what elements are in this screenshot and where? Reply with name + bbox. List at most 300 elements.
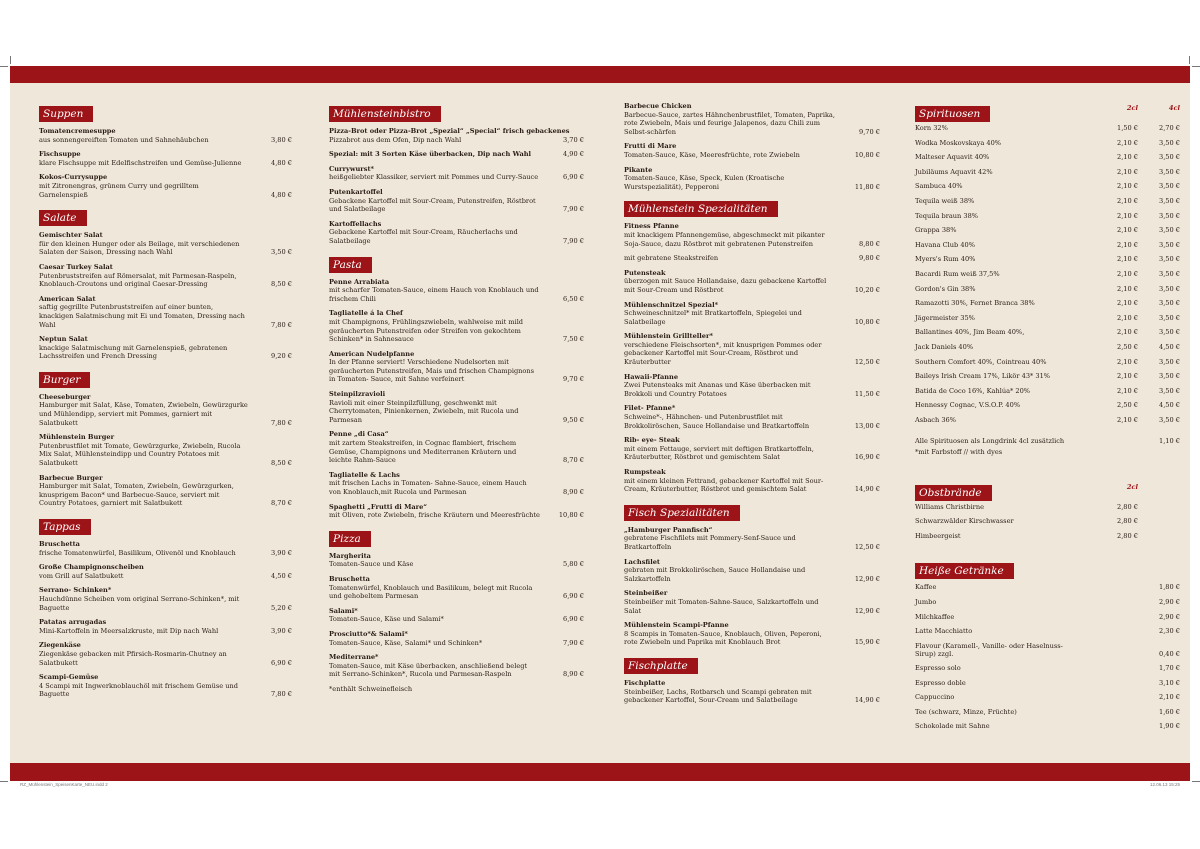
section-items: [329, 278, 584, 520]
item-description: Tomaten-Sauce und Käse: [329, 560, 414, 569]
drink-row: [915, 282, 1180, 297]
item-name: Serrano- Schinken*: [39, 586, 112, 595]
item-description: Pizzabrot aus dem Ofen, Dip nach Wahl: [329, 135, 462, 144]
item-price: 8,70 €: [271, 499, 292, 508]
menu-item: [39, 586, 292, 612]
crop-mark: [0, 781, 8, 782]
drink-name: Wodka Moskovskaya 40%: [915, 138, 1002, 147]
column-2: [329, 102, 584, 694]
item-description: Putenbruststreifen auf Römersalat, mit Parmesan-Raspeln, Knoblauch-Croutons und original Caesar-Dressing: [39, 271, 237, 289]
drink-price: 4,50 €: [1159, 342, 1180, 351]
drink-price: 2,90 €: [1159, 598, 1180, 607]
item-name: Spaghetti „Frutti di Mare“: [329, 502, 428, 511]
item-price: 7,90 €: [563, 638, 584, 647]
drink-row: [915, 369, 1180, 384]
item-name: Mühlenstein Scampi-Pfanne: [624, 621, 729, 630]
menu-item: [329, 607, 584, 624]
item-price: 13,00 €: [854, 421, 880, 430]
drink-row: [915, 340, 1180, 355]
drink-price: 3,50 €: [1159, 372, 1180, 381]
section-title: Obstbrände: [915, 485, 992, 501]
item-price: 7,80 €: [271, 320, 292, 329]
section-title: Salate: [39, 210, 87, 226]
item-name: Mühlenstein Grillteller*: [624, 332, 713, 341]
item-description: verschiedene Fleischsorten*, mit knusprigen Pommes oder gebackener Kartoffel mit Sour-Cream, Röstbrot und Kräuterbutter: [624, 340, 822, 367]
drink-name: Cappuccino: [915, 693, 955, 702]
drink-price: 2,10 €: [1117, 372, 1138, 381]
drink-price: 3,50 €: [1159, 415, 1180, 424]
drink-price: 3,50 €: [1159, 240, 1180, 249]
menu-item: [624, 142, 880, 159]
drink-price: 2,70 €: [1159, 124, 1180, 132]
drink-row: [915, 136, 1180, 151]
item-description: Ravioli mit einer Steinpilzfüllung, geschwenkt mit Cherrytomaten, Pinienkernen, Zwiebeln, mit Rucola und Parmesan: [329, 398, 519, 424]
item-description: klare Fischsuppe mit Edelfischstreifen und Gemüse-Julienne: [39, 158, 242, 167]
item-description: heißgeliebter Klassiker, serviert mit Pommes und Curry-Sauce: [329, 173, 539, 182]
item-price: 4,80 €: [271, 190, 292, 199]
menu-item: [329, 653, 584, 679]
item-description: Tomaten-Sauce, Käse, Speck, Kulen (Kroatische Wurstspezialität), Pepperoni: [624, 174, 785, 191]
drink-name: Korn 32%: [915, 124, 948, 132]
drink-name: Gordon's Gin 38%: [915, 284, 976, 293]
item-description: knackige Salatmischung mit Garnelenspieß, gebratenen Lachsstreifen und French Dressing: [39, 343, 228, 361]
item-name: Mühlenschnitzel Spezial*: [624, 300, 719, 309]
section-title: Fisch Spezialitäten: [624, 505, 740, 521]
item-description: Schweine*-, Hähnchen- und Putenbrustfilet mit Brokkoliröschen, Sauce Hollandaise und Bratkartoffeln: [624, 413, 810, 430]
drink-price: 2,10 €: [1117, 313, 1138, 322]
drink-name: Bacardi Rum weiß 37,5%: [915, 269, 1000, 278]
item-name: Barbecue Chicken: [624, 102, 692, 110]
item-price: 8,50 €: [271, 459, 292, 468]
item-description: mit frischen Lachs in Tomaten- Sahne-Sauce, einem Hauch von Knoblauch,mit Rucola und Parmesan: [329, 479, 527, 496]
item-name: Pizza-Brot oder Pizza-Brot „Spezial“ „Special“ frisch gebackenes: [329, 127, 570, 135]
menu-item: [39, 263, 292, 289]
item-price: 3,90 €: [271, 548, 292, 557]
drink-price: 2,80 €: [1117, 502, 1138, 511]
menu-item: [624, 301, 880, 327]
item-description: Schweineschnitzel* mit Bratkartoffeln, Spiegelei und Salatbeilage: [624, 309, 802, 326]
drink-row: [915, 209, 1180, 224]
menu-item: [624, 373, 880, 399]
longdrink-text: Alle Spirituosen als Longdrink 4cl zusätzlich: [915, 437, 1065, 446]
item-name: Filet- Pfanne*: [624, 404, 676, 413]
menu-item: [39, 540, 292, 557]
item-description: mit einem Fettauge, serviert mit deftigen Bratkartoffeln, Kräuterbutter, Röstbrot und gemischtem Salat: [624, 444, 814, 462]
section-items: [39, 231, 292, 361]
drink-name: Espresso solo: [915, 664, 961, 672]
item-description: Putenbrustfilet mit Tomate, Gewürzgurke, Zwiebeln, Rucola Mix Salat, Mühlensteindipp und Country Potatoes mit Salatbukett: [39, 441, 241, 468]
item-description: saftig gegrillte Putenbruststreifen auf einer bunten, knackigen Salatmischung mit Ei und Tomaten, Dressing nach Wahl: [39, 303, 245, 329]
menu-item: [624, 679, 880, 705]
flavour-text: Flavour (Karamell-, Vanille- oder Haselnuss-Sirup) zzgl.: [915, 641, 1063, 659]
drink-price: 3,50 €: [1159, 226, 1180, 235]
item-price: 12,50 €: [854, 358, 880, 367]
menu-item: [329, 150, 584, 159]
drink-price: 2,10 €: [1117, 328, 1138, 337]
item-price: 9,50 €: [563, 415, 584, 424]
item-price: 6,90 €: [271, 658, 292, 667]
item-name: Kokos-Currysuppe: [39, 173, 108, 182]
drink-price: 2,10 €: [1117, 182, 1138, 191]
item-price: 5,80 €: [563, 560, 584, 569]
menu-item: [329, 278, 584, 304]
menu-item: [329, 552, 584, 569]
drink-price: 2,10 €: [1159, 693, 1180, 702]
item-price: 12,90 €: [854, 606, 880, 615]
item-price: 16,90 €: [854, 453, 880, 462]
section-items: [624, 679, 880, 705]
pork-note: *enthält Schweinefleisch: [329, 684, 413, 693]
item-name: Fitness Pfanne: [624, 222, 679, 231]
drink-row: [915, 121, 1180, 136]
drink-price: 2,10 €: [1117, 226, 1138, 235]
drink-price: 1,50 €: [1117, 124, 1138, 132]
column-1: [39, 102, 292, 705]
item-name: Bruschetta: [329, 574, 370, 583]
menu-item: [624, 468, 880, 494]
menu-item: [624, 621, 880, 647]
drink-price: 3,50 €: [1159, 328, 1180, 337]
item-description: mit Champignons, Frühlingszwiebeln, wahlweise mit mild geräucherten Putenstreifen oder Streifen von gekochtem Schinken* in Sahnesauce: [329, 317, 524, 344]
drink-row: [915, 267, 1180, 282]
section-title: Heiße Getränke: [915, 563, 1014, 579]
menu-item: [329, 165, 584, 182]
item-price: 10,80 €: [854, 150, 880, 159]
drink-name: Himbeergeist: [915, 531, 961, 540]
drink-price: 1,70 €: [1159, 664, 1180, 672]
item-description: Tomaten-Sauce, Käse und Salami*: [329, 615, 444, 624]
drink-price: 2,10 €: [1117, 284, 1138, 293]
item-price: 14,90 €: [854, 485, 880, 494]
drink-price: 4,50 €: [1159, 401, 1180, 410]
item-description: für den kleinen Hunger oder als Beilage, mit verschiedenen Salaten der Saison, Dressing nach Wahl: [39, 239, 240, 257]
drink-row: [915, 676, 1180, 691]
menu-item: [624, 332, 880, 366]
drink-price: 2,10 €: [1117, 357, 1138, 366]
menu-item: [329, 127, 584, 144]
item-price: 4,50 €: [271, 571, 292, 580]
item-name: Bruschetta: [39, 540, 80, 548]
section-title: Burger: [39, 372, 90, 388]
item-description: Gebackene Kartoffel mit Sour-Cream, Räucherlachs und Salatbeilage: [329, 228, 518, 245]
menu-item: [329, 575, 584, 601]
item-name: Rib- eye- Steak: [624, 436, 680, 445]
item-name: Tagliatelle & Lachs: [329, 470, 400, 479]
drink-name: Tequila braun 38%: [915, 211, 979, 220]
item-price: 9,20 €: [271, 352, 292, 361]
drink-price: 3,50 €: [1159, 357, 1180, 366]
item-price: 12,90 €: [854, 574, 880, 583]
menu-item: [39, 673, 292, 699]
item-name: Mühlenstein Burger: [39, 433, 115, 442]
item-price: 7,90 €: [563, 205, 584, 214]
drink-name: Jumbo: [915, 598, 937, 607]
item-name: Neptun Salat: [39, 335, 88, 344]
drink-name: Sambuca 40%: [915, 182, 963, 191]
item-price: 11,50 €: [854, 389, 880, 398]
item-description: Steinbeißer, Lachs, Rotbarsch und Scampi gebraten mit gebackener Kartoffel, Sour-Cream und Salatbeilage: [624, 687, 812, 705]
menu-item: [329, 503, 584, 520]
item-price: 10,80 €: [854, 317, 880, 326]
drink-name: Ballantines 40%, Jim Beam 40%,: [915, 328, 1025, 337]
drink-price: 3,50 €: [1159, 269, 1180, 278]
item-price: 4,80 €: [271, 158, 292, 167]
item-description: Barbecue-Sauce, zartes Hähnchenbrustfilet, Tomaten, Paprika, rote Zwiebeln, Mais und feurige Jalapenos, dazu Chili zum Selbst-schärfen: [624, 110, 835, 136]
drink-name: Jägermeister 35%: [915, 313, 975, 322]
col-header-2cl: 2cl: [1126, 482, 1138, 491]
drink-price: 3,50 €: [1159, 255, 1180, 264]
drink-name: Milchkaffee: [915, 612, 955, 621]
crop-mark: [1189, 56, 1190, 64]
drink-price: 2,10 €: [1117, 269, 1138, 278]
drink-price: 3,50 €: [1159, 182, 1180, 191]
top-band: [10, 66, 1190, 83]
menu-item: [39, 433, 292, 467]
drink-name: Myers's Rum 40%: [915, 255, 976, 264]
drink-name: Ramazotti 30%, Fernet Branca 38%: [915, 299, 1035, 308]
drink-price: 3,50 €: [1159, 153, 1180, 162]
column-4: [915, 102, 1180, 734]
section-title: Tappas: [39, 519, 91, 535]
drink-name: Baileys Irish Cream 17%, Likör 43* 31%: [915, 372, 1051, 381]
drink-price: 2,10 €: [1117, 415, 1138, 424]
print-date: 12.06.13 15:25: [1149, 782, 1180, 787]
drink-row: [915, 325, 1180, 340]
item-description: mit Zitronengras, grünem Curry und gegrilltem Garnelenspieß: [39, 181, 199, 199]
item-price: 15,90 €: [854, 638, 880, 647]
drink-row: [915, 705, 1180, 720]
item-price: 14,90 €: [854, 696, 880, 705]
menu-item: [39, 173, 292, 199]
section-title: Mühlensteinbistro: [329, 106, 441, 122]
drink-row: [915, 398, 1180, 413]
menu-item: [624, 222, 880, 248]
drink-price: 3,50 €: [1159, 313, 1180, 322]
menu-item: [39, 335, 292, 361]
item-description: Ziegenkäse gebacken mit Pfirsich-Rosmarin-Chutney an Salatbukett: [39, 649, 227, 667]
item-price: 10,80 €: [558, 511, 584, 520]
drink-name: Hennessy Cognac, V.S.O.P. 40%: [915, 401, 1021, 410]
item-description: mit knackigem Pfannengemüse, abgeschmeckt mit pikanter Soja-Sauce, dazu Röstbrot mit gebratenen Putenstreifen: [624, 230, 825, 248]
drink-price: 2,50 €: [1117, 401, 1138, 410]
drink-price: 2,10 €: [1117, 196, 1138, 205]
drink-price: 3,50 €: [1159, 211, 1180, 220]
section-title: Fischplatte: [624, 658, 698, 674]
section-items: [329, 127, 584, 246]
menu-item: [624, 589, 880, 615]
item-price: 3,50 €: [271, 248, 292, 257]
drink-price: 2,30 €: [1159, 627, 1180, 636]
menu-item: [39, 563, 292, 580]
flavour-price: 0,40 €: [1159, 650, 1180, 659]
item-name: Pikante: [624, 165, 653, 174]
menu-item: [329, 309, 584, 343]
crop-mark: [1192, 781, 1200, 782]
drink-name: Tee (schwarz, Minze, Früchte): [915, 707, 1017, 716]
item-name: Hawaii-Pfanne: [624, 372, 679, 381]
item-description: Tomaten-Sauce, Käse, Meeresfrüchte, rote Zwiebeln: [624, 150, 800, 159]
item-price: 7,90 €: [563, 236, 584, 245]
item-name: Penne Arrabiata: [329, 277, 390, 286]
drink-row: [915, 413, 1180, 428]
menu-item: [624, 404, 880, 430]
item-price: 6,50 €: [563, 294, 584, 303]
drink-row: [915, 238, 1180, 253]
item-name: Salami*: [329, 606, 358, 615]
menu-item: [329, 188, 584, 214]
section-items: [39, 540, 292, 699]
drink-name: Latte Macchiatto: [915, 627, 973, 636]
item-price: 9,80 €: [859, 254, 880, 263]
item-name: Fischplatte: [624, 678, 666, 687]
menu-item: [39, 231, 292, 257]
section-title: Spirituosen: [915, 106, 990, 122]
longdrink-row: [915, 437, 1180, 446]
drink-name: Jack Daniels 40%: [915, 342, 974, 351]
drink-row: [915, 179, 1180, 194]
drink-name: Kaffee: [915, 583, 937, 592]
drink-row: [915, 150, 1180, 165]
drink-price: 2,10 €: [1117, 153, 1138, 162]
menu-item: [624, 102, 880, 136]
item-price: 6,90 €: [563, 592, 584, 601]
menu-item: [39, 474, 292, 508]
drink-row: [915, 529, 1180, 544]
drink-row: [915, 296, 1180, 311]
drink-price: 2,10 €: [1117, 211, 1138, 220]
drink-name: Grappa 38%: [915, 226, 957, 235]
item-price: 6,90 €: [563, 615, 584, 624]
drink-row: [915, 500, 1180, 515]
item-name: Mediterrane*: [329, 653, 379, 662]
item-description: Hamburger mit Salat, Tomaten, Zwiebeln, Gewürzgurken, knusprigem Bacon* und Barbecue-Sauce, serviert mit Country Potatoes, garniert mit Salatbukett: [39, 482, 234, 508]
drink-name: Batida de Coco 16%, Kahlúa* 20%: [915, 386, 1031, 395]
menu-item: [39, 618, 292, 635]
col-header-4cl: 4cl: [1168, 104, 1180, 112]
section-items: [624, 222, 880, 493]
item-name: Prosciutto*& Salami*: [329, 629, 408, 638]
drink-row: [915, 252, 1180, 267]
item-price: 8,90 €: [563, 488, 584, 496]
item-description: Steinbeißer mit Tomaten-Sahne-Sauce, Salzkartoffeln und Salat: [624, 597, 819, 615]
item-price: 6,90 €: [563, 173, 584, 182]
item-price: 8,90 €: [563, 670, 584, 679]
item-name: American Nudelpfanne: [329, 349, 415, 358]
drink-row: [915, 610, 1180, 625]
menu-item: [39, 641, 292, 667]
menu-item: [624, 269, 880, 295]
drink-row: [915, 595, 1180, 610]
item-name: American Salat: [39, 294, 96, 303]
item-name: Spezial: mit 3 Sorten Käse überbacken, Dip nach Wahl: [329, 150, 532, 159]
item-description: vom Grill auf Salatbukett: [39, 571, 124, 580]
drink-price: 3,50 €: [1159, 196, 1180, 205]
item-price: 11,80 €: [854, 182, 880, 191]
menu-item: [624, 254, 880, 263]
item-description: mit Oliven, rote Zwiebeln, frische Kräutern und Meeresfrüchte: [329, 511, 540, 520]
drink-price: 2,10 €: [1117, 255, 1138, 264]
drink-price: 2,10 €: [1117, 299, 1138, 308]
menu-item: [624, 166, 880, 192]
item-description: Zwei Putensteaks mit Ananas und Käse überbacken mit Brokkoli und Country Potatoes: [624, 381, 811, 398]
menu-item: [329, 471, 584, 497]
drink-row: [915, 514, 1180, 529]
menu-sheet: [10, 66, 1190, 781]
item-price: 9,70 €: [859, 127, 880, 136]
item-price: 12,50 €: [854, 542, 880, 551]
item-name: Margherita: [329, 551, 371, 560]
item-description: mit gebratene Steakstreifen: [624, 254, 719, 263]
drink-price: 3,10 €: [1159, 678, 1180, 687]
drink-row: [915, 661, 1180, 676]
item-price: 3,70 €: [563, 135, 584, 144]
item-price: 9,70 €: [563, 375, 584, 384]
section-title: Pasta: [329, 257, 372, 273]
section-items: [329, 552, 584, 679]
drink-row: [915, 165, 1180, 180]
drink-price: 2,10 €: [1117, 240, 1138, 249]
drink-price: 3,50 €: [1159, 167, 1180, 176]
item-name: Tomatencremesuppe: [39, 127, 116, 135]
drink-row: [915, 719, 1180, 734]
item-description: frische Tomatenwürfel, Basilikum, Olivenöl und Knoblauch: [39, 548, 236, 557]
crop-mark: [10, 56, 11, 64]
drink-name: Schokolade mit Sahne: [915, 722, 990, 731]
item-price: 7,80 €: [271, 690, 292, 699]
drink-price: 3,50 €: [1159, 138, 1180, 147]
item-description: mit zartem Steakstreifen, in Cognac flambiert, frischem Gemüse, Champignons und Mediterranen Kräutern und leichte Rahm-Sauce: [329, 439, 517, 465]
drink-row: [915, 194, 1180, 209]
drink-price: 1,90 €: [1159, 722, 1180, 731]
drink-name: Williams Christbirne: [915, 502, 984, 511]
item-name: Scampi-Gemüse: [39, 673, 99, 682]
drink-row: [915, 223, 1180, 238]
menu-item: [329, 630, 584, 647]
menu-item: [624, 436, 880, 462]
drink-row: [915, 690, 1180, 705]
item-name: Kartoffellachs: [329, 219, 382, 228]
item-description: Tomatenwürfel, Knoblauch und Basilikum, belegt mit Rucola und gehobeltem Parmesan: [329, 583, 533, 601]
section-title: Pizza: [329, 531, 371, 547]
item-name: Große Champignonscheiben: [39, 563, 144, 572]
drink-name: Southern Comfort 40%, Cointreau 40%: [915, 357, 1047, 366]
drink-price: 3,50 €: [1159, 299, 1180, 308]
drink-row: [915, 311, 1180, 326]
item-name: Cheeseburger: [39, 392, 91, 401]
menu-item: [39, 150, 292, 167]
dye-note: *mit Farbstoff // with dyes: [915, 448, 1003, 457]
item-name: Frutti di Mare: [624, 142, 677, 151]
drink-row: [915, 624, 1180, 639]
drink-price: 2,10 €: [1117, 138, 1138, 147]
item-name: Rumpsteak: [624, 468, 666, 476]
item-name: Currywurst*: [329, 164, 374, 173]
item-price: 7,80 €: [271, 418, 292, 427]
item-description: aus sonnengereiften Tomaten und Sahnehäubchen: [39, 135, 209, 144]
crop-mark: [1192, 66, 1200, 67]
item-price: 3,80 €: [271, 135, 292, 144]
menu-item: [624, 526, 880, 552]
drink-row: [915, 580, 1180, 595]
item-description: Gebackene Kartoffel mit Sour-Cream, Putenstreifen, Röstbrot und Salatbeilage: [329, 196, 536, 214]
menu-item: [624, 558, 880, 584]
drink-row: [915, 384, 1180, 399]
section-items: [624, 526, 880, 647]
item-description: Tomaten-Sauce, Käse, Salami* und Schinken*: [329, 638, 483, 647]
drink-price: 2,50 €: [1117, 342, 1138, 351]
drink-name: Jubiläums Aquavit 42%: [915, 167, 993, 176]
item-name: Fischsuppe: [39, 150, 81, 159]
